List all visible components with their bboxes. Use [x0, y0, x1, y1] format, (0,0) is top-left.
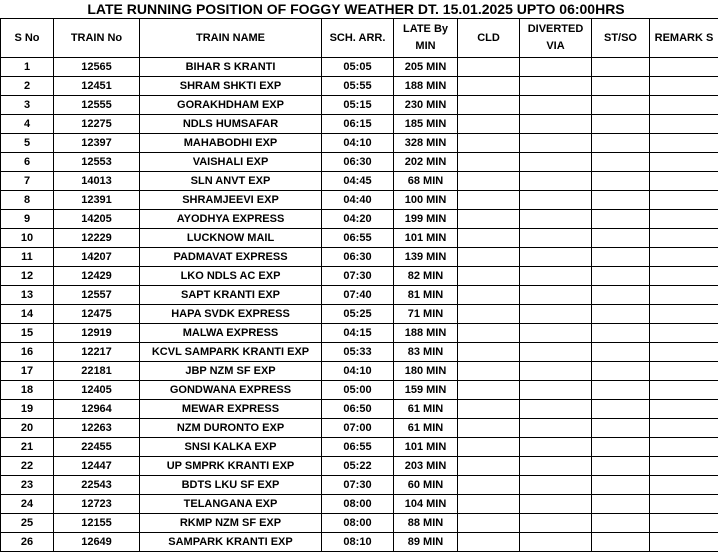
table-row [1, 362, 718, 381]
cell-remarks [650, 267, 718, 286]
cell-train-name: MALWA EXPRESS [140, 324, 322, 343]
cell-sch-arr: 07:30 [322, 267, 394, 286]
cell-st-so [592, 514, 650, 533]
cell-st-so [592, 419, 650, 438]
cell-st-so [592, 400, 650, 419]
cell-train-name: LUCKNOW MAIL [140, 229, 322, 248]
cell-diverted-via [520, 96, 592, 115]
table-row [1, 58, 718, 77]
cell-sno: 11 [1, 248, 54, 267]
cell-train-name: GONDWANA EXPRESS [140, 381, 322, 400]
cell-train-name: RKMP NZM SF EXP [140, 514, 322, 533]
cell-cld [458, 96, 520, 115]
cell-diverted-via [520, 343, 592, 362]
table-row [1, 96, 718, 115]
table-row [1, 115, 718, 134]
cell-sch-arr: 04:15 [322, 324, 394, 343]
cell-late-by-min: 68 MIN [394, 172, 458, 191]
cell-sno: 6 [1, 153, 54, 172]
cell-train-no: 12565 [54, 58, 140, 77]
cell-sch-arr: 04:40 [322, 191, 394, 210]
cell-st-so [592, 58, 650, 77]
cell-train-no: 12451 [54, 77, 140, 96]
cell-st-so [592, 153, 650, 172]
cell-train-no: 12429 [54, 267, 140, 286]
col-header-train-name: TRAIN NAME [140, 19, 322, 58]
cell-diverted-via [520, 210, 592, 229]
cell-sno: 4 [1, 115, 54, 134]
cell-train-no: 12649 [54, 533, 140, 552]
table-row [1, 324, 718, 343]
cell-train-no: 14013 [54, 172, 140, 191]
cell-st-so [592, 362, 650, 381]
cell-remarks [650, 58, 718, 77]
cell-diverted-via [520, 438, 592, 457]
cell-train-no: 12405 [54, 381, 140, 400]
cell-sch-arr: 05:00 [322, 381, 394, 400]
cell-train-name: SLN ANVT EXP [140, 172, 322, 191]
cell-diverted-via [520, 172, 592, 191]
cell-late-by-min: 230 MIN [394, 96, 458, 115]
cell-sno: 3 [1, 96, 54, 115]
cell-cld [458, 457, 520, 476]
cell-sno: 2 [1, 77, 54, 96]
cell-late-by-min: 60 MIN [394, 476, 458, 495]
cell-diverted-via [520, 419, 592, 438]
cell-sch-arr: 08:00 [322, 495, 394, 514]
cell-remarks [650, 77, 718, 96]
cell-cld [458, 191, 520, 210]
cell-remarks [650, 172, 718, 191]
table-row [1, 305, 718, 324]
cell-late-by-min: 159 MIN [394, 381, 458, 400]
cell-remarks [650, 191, 718, 210]
cell-cld [458, 533, 520, 552]
cell-diverted-via [520, 533, 592, 552]
col-header-diverted-via: DIVERTED VIA [520, 19, 592, 58]
cell-cld [458, 267, 520, 286]
cell-train-no: 22181 [54, 362, 140, 381]
cell-sno: 22 [1, 457, 54, 476]
col-header-sch-arr: SCH. ARR. [322, 19, 394, 58]
cell-sch-arr: 08:10 [322, 533, 394, 552]
cell-remarks [650, 514, 718, 533]
cell-sno: 1 [1, 58, 54, 77]
cell-sch-arr: 06:55 [322, 438, 394, 457]
cell-sch-arr: 06:55 [322, 229, 394, 248]
cell-st-so [592, 77, 650, 96]
cell-late-by-min: 61 MIN [394, 419, 458, 438]
cell-train-name: HAPA SVDK EXPRESS [140, 305, 322, 324]
cell-st-so [592, 134, 650, 153]
cell-train-name: GORAKHDHAM EXP [140, 96, 322, 115]
cell-train-no: 12555 [54, 96, 140, 115]
cell-remarks [650, 248, 718, 267]
cell-remarks [650, 115, 718, 134]
cell-sno: 8 [1, 191, 54, 210]
cell-late-by-min: 188 MIN [394, 324, 458, 343]
cell-remarks [650, 533, 718, 552]
cell-cld [458, 77, 520, 96]
cell-train-name: SHRAM SHKTI EXP [140, 77, 322, 96]
cell-st-so [592, 115, 650, 134]
col-header-sno: S No [1, 19, 54, 58]
table-row [1, 134, 718, 153]
cell-remarks [650, 343, 718, 362]
cell-late-by-min: 89 MIN [394, 533, 458, 552]
cell-cld [458, 229, 520, 248]
cell-late-by-min: 205 MIN [394, 58, 458, 77]
cell-remarks [650, 362, 718, 381]
cell-sno: 13 [1, 286, 54, 305]
report-title: LATE RUNNING POSITION OF FOGGY WEATHER DT. 15.01.2025 UPTO 06:00HRS [87, 1, 625, 17]
cell-late-by-min: 139 MIN [394, 248, 458, 267]
cell-diverted-via [520, 77, 592, 96]
cell-train-name: NZM DURONTO EXP [140, 419, 322, 438]
cell-sch-arr: 07:40 [322, 286, 394, 305]
cell-train-name: JBP NZM SF EXP [140, 362, 322, 381]
cell-remarks [650, 153, 718, 172]
table-row [1, 400, 718, 419]
cell-cld [458, 400, 520, 419]
cell-late-by-min: 88 MIN [394, 514, 458, 533]
cell-cld [458, 134, 520, 153]
cell-diverted-via [520, 362, 592, 381]
cell-cld [458, 153, 520, 172]
cell-late-by-min: 104 MIN [394, 495, 458, 514]
cell-diverted-via [520, 305, 592, 324]
cell-st-so [592, 457, 650, 476]
table-row [1, 210, 718, 229]
cell-cld [458, 210, 520, 229]
cell-cld [458, 419, 520, 438]
table-row [1, 495, 718, 514]
cell-remarks [650, 96, 718, 115]
table-row [1, 286, 718, 305]
cell-sch-arr: 04:45 [322, 172, 394, 191]
cell-train-name: PADMAVAT EXPRESS [140, 248, 322, 267]
cell-st-so [592, 210, 650, 229]
cell-remarks [650, 400, 718, 419]
cell-sno: 20 [1, 419, 54, 438]
cell-st-so [592, 495, 650, 514]
table-row [1, 172, 718, 191]
cell-remarks [650, 324, 718, 343]
cell-train-no: 12217 [54, 343, 140, 362]
late-running-table [0, 18, 718, 552]
table-row [1, 229, 718, 248]
cell-train-name: MAHABODHI EXP [140, 134, 322, 153]
cell-st-so [592, 476, 650, 495]
cell-train-no: 12475 [54, 305, 140, 324]
cell-st-so [592, 229, 650, 248]
cell-late-by-min: 100 MIN [394, 191, 458, 210]
cell-remarks [650, 476, 718, 495]
cell-remarks [650, 457, 718, 476]
table-row [1, 419, 718, 438]
cell-st-so [592, 286, 650, 305]
cell-train-no: 12155 [54, 514, 140, 533]
cell-sno: 9 [1, 210, 54, 229]
cell-diverted-via [520, 115, 592, 134]
table-row [1, 533, 718, 552]
table-header-row [1, 19, 718, 58]
cell-late-by-min: 328 MIN [394, 134, 458, 153]
cell-train-no: 12391 [54, 191, 140, 210]
cell-train-no: 14207 [54, 248, 140, 267]
cell-diverted-via [520, 267, 592, 286]
cell-train-no: 12229 [54, 229, 140, 248]
cell-st-so [592, 172, 650, 191]
cell-diverted-via [520, 248, 592, 267]
cell-late-by-min: 188 MIN [394, 77, 458, 96]
cell-sch-arr: 06:15 [322, 115, 394, 134]
cell-st-so [592, 305, 650, 324]
cell-sno: 12 [1, 267, 54, 286]
cell-train-no: 12723 [54, 495, 140, 514]
cell-train-name: UP SMPRK KRANTI EXP [140, 457, 322, 476]
cell-late-by-min: 180 MIN [394, 362, 458, 381]
cell-cld [458, 438, 520, 457]
table-row [1, 248, 718, 267]
cell-train-name: SAPT KRANTI EXP [140, 286, 322, 305]
cell-diverted-via [520, 400, 592, 419]
cell-train-name: AYODHYA EXPRESS [140, 210, 322, 229]
cell-cld [458, 381, 520, 400]
cell-train-no: 12397 [54, 134, 140, 153]
col-header-cld: CLD [458, 19, 520, 58]
cell-late-by-min: 83 MIN [394, 343, 458, 362]
table-row [1, 343, 718, 362]
cell-late-by-min: 199 MIN [394, 210, 458, 229]
cell-sno: 24 [1, 495, 54, 514]
cell-late-by-min: 185 MIN [394, 115, 458, 134]
cell-train-no: 14205 [54, 210, 140, 229]
cell-remarks [650, 495, 718, 514]
table-row [1, 438, 718, 457]
cell-remarks [650, 381, 718, 400]
cell-train-name: KCVL SAMPARK KRANTI EXP [140, 343, 322, 362]
cell-cld [458, 495, 520, 514]
cell-remarks [650, 305, 718, 324]
table-row [1, 514, 718, 533]
cell-train-no: 22543 [54, 476, 140, 495]
cell-st-so [592, 438, 650, 457]
table-row [1, 381, 718, 400]
cell-late-by-min: 203 MIN [394, 457, 458, 476]
cell-st-so [592, 381, 650, 400]
cell-sno: 5 [1, 134, 54, 153]
cell-cld [458, 305, 520, 324]
cell-cld [458, 514, 520, 533]
col-header-train-no: TRAIN No [54, 19, 140, 58]
table-row [1, 267, 718, 286]
cell-sch-arr: 05:25 [322, 305, 394, 324]
cell-train-name: BDTS LKU SF EXP [140, 476, 322, 495]
cell-train-name: LKO NDLS AC EXP [140, 267, 322, 286]
cell-st-so [592, 267, 650, 286]
cell-late-by-min: 61 MIN [394, 400, 458, 419]
cell-sch-arr: 06:30 [322, 248, 394, 267]
table-row [1, 476, 718, 495]
cell-sno: 18 [1, 381, 54, 400]
cell-train-name: NDLS HUMSAFAR [140, 115, 322, 134]
cell-st-so [592, 533, 650, 552]
cell-late-by-min: 82 MIN [394, 267, 458, 286]
cell-diverted-via [520, 457, 592, 476]
table-row [1, 457, 718, 476]
cell-sch-arr: 06:50 [322, 400, 394, 419]
cell-sno: 7 [1, 172, 54, 191]
cell-diverted-via [520, 191, 592, 210]
cell-sch-arr: 04:20 [322, 210, 394, 229]
cell-late-by-min: 202 MIN [394, 153, 458, 172]
cell-remarks [650, 286, 718, 305]
cell-sno: 16 [1, 343, 54, 362]
cell-remarks [650, 210, 718, 229]
cell-train-no: 12964 [54, 400, 140, 419]
cell-cld [458, 286, 520, 305]
cell-st-so [592, 248, 650, 267]
col-header-remarks: REMARK S [650, 19, 718, 58]
cell-st-so [592, 343, 650, 362]
cell-late-by-min: 71 MIN [394, 305, 458, 324]
cell-late-by-min: 81 MIN [394, 286, 458, 305]
cell-train-name: MEWAR EXPRESS [140, 400, 322, 419]
cell-diverted-via [520, 153, 592, 172]
cell-cld [458, 324, 520, 343]
cell-sno: 21 [1, 438, 54, 457]
cell-diverted-via [520, 381, 592, 400]
cell-st-so [592, 324, 650, 343]
cell-st-so [592, 191, 650, 210]
cell-diverted-via [520, 134, 592, 153]
cell-sno: 15 [1, 324, 54, 343]
col-header-st-so: ST/SO [592, 19, 650, 58]
cell-sno: 25 [1, 514, 54, 533]
cell-sch-arr: 05:05 [322, 58, 394, 77]
cell-train-no: 12275 [54, 115, 140, 134]
cell-train-name: BIHAR S KRANTI [140, 58, 322, 77]
table-row [1, 153, 718, 172]
cell-diverted-via [520, 324, 592, 343]
cell-train-no: 12557 [54, 286, 140, 305]
cell-sch-arr: 05:33 [322, 343, 394, 362]
cell-train-name: SHRAMJEEVI EXP [140, 191, 322, 210]
cell-cld [458, 172, 520, 191]
cell-diverted-via [520, 514, 592, 533]
cell-diverted-via [520, 229, 592, 248]
cell-train-no: 12919 [54, 324, 140, 343]
cell-train-no: 12553 [54, 153, 140, 172]
cell-cld [458, 476, 520, 495]
cell-sch-arr: 05:22 [322, 457, 394, 476]
cell-cld [458, 58, 520, 77]
cell-sch-arr: 04:10 [322, 134, 394, 153]
cell-late-by-min: 101 MIN [394, 229, 458, 248]
cell-sch-arr: 07:30 [322, 476, 394, 495]
cell-sno: 26 [1, 533, 54, 552]
cell-remarks [650, 438, 718, 457]
cell-diverted-via [520, 476, 592, 495]
cell-cld [458, 248, 520, 267]
cell-sno: 14 [1, 305, 54, 324]
cell-cld [458, 362, 520, 381]
cell-train-name: SNSI KALKA EXP [140, 438, 322, 457]
cell-diverted-via [520, 58, 592, 77]
cell-sch-arr: 07:00 [322, 419, 394, 438]
cell-diverted-via [520, 286, 592, 305]
cell-sch-arr: 05:55 [322, 77, 394, 96]
cell-train-name: TELANGANA EXP [140, 495, 322, 514]
cell-sch-arr: 06:30 [322, 153, 394, 172]
cell-remarks [650, 134, 718, 153]
cell-train-name: VAISHALI EXP [140, 153, 322, 172]
table-row [1, 191, 718, 210]
cell-sch-arr: 04:10 [322, 362, 394, 381]
cell-sch-arr: 08:00 [322, 514, 394, 533]
cell-diverted-via [520, 495, 592, 514]
cell-remarks [650, 419, 718, 438]
cell-train-no: 12447 [54, 457, 140, 476]
col-header-late-by-min: LATE By MIN [394, 19, 458, 58]
cell-late-by-min: 101 MIN [394, 438, 458, 457]
cell-sno: 23 [1, 476, 54, 495]
cell-st-so [592, 96, 650, 115]
cell-cld [458, 343, 520, 362]
cell-sno: 17 [1, 362, 54, 381]
table-row [1, 77, 718, 96]
cell-cld [458, 115, 520, 134]
cell-remarks [650, 229, 718, 248]
cell-sno: 10 [1, 229, 54, 248]
cell-train-no: 12263 [54, 419, 140, 438]
cell-train-name: SAMPARK KRANTI EXP [140, 533, 322, 552]
cell-sno: 19 [1, 400, 54, 419]
cell-train-no: 22455 [54, 438, 140, 457]
cell-sch-arr: 05:15 [322, 96, 394, 115]
